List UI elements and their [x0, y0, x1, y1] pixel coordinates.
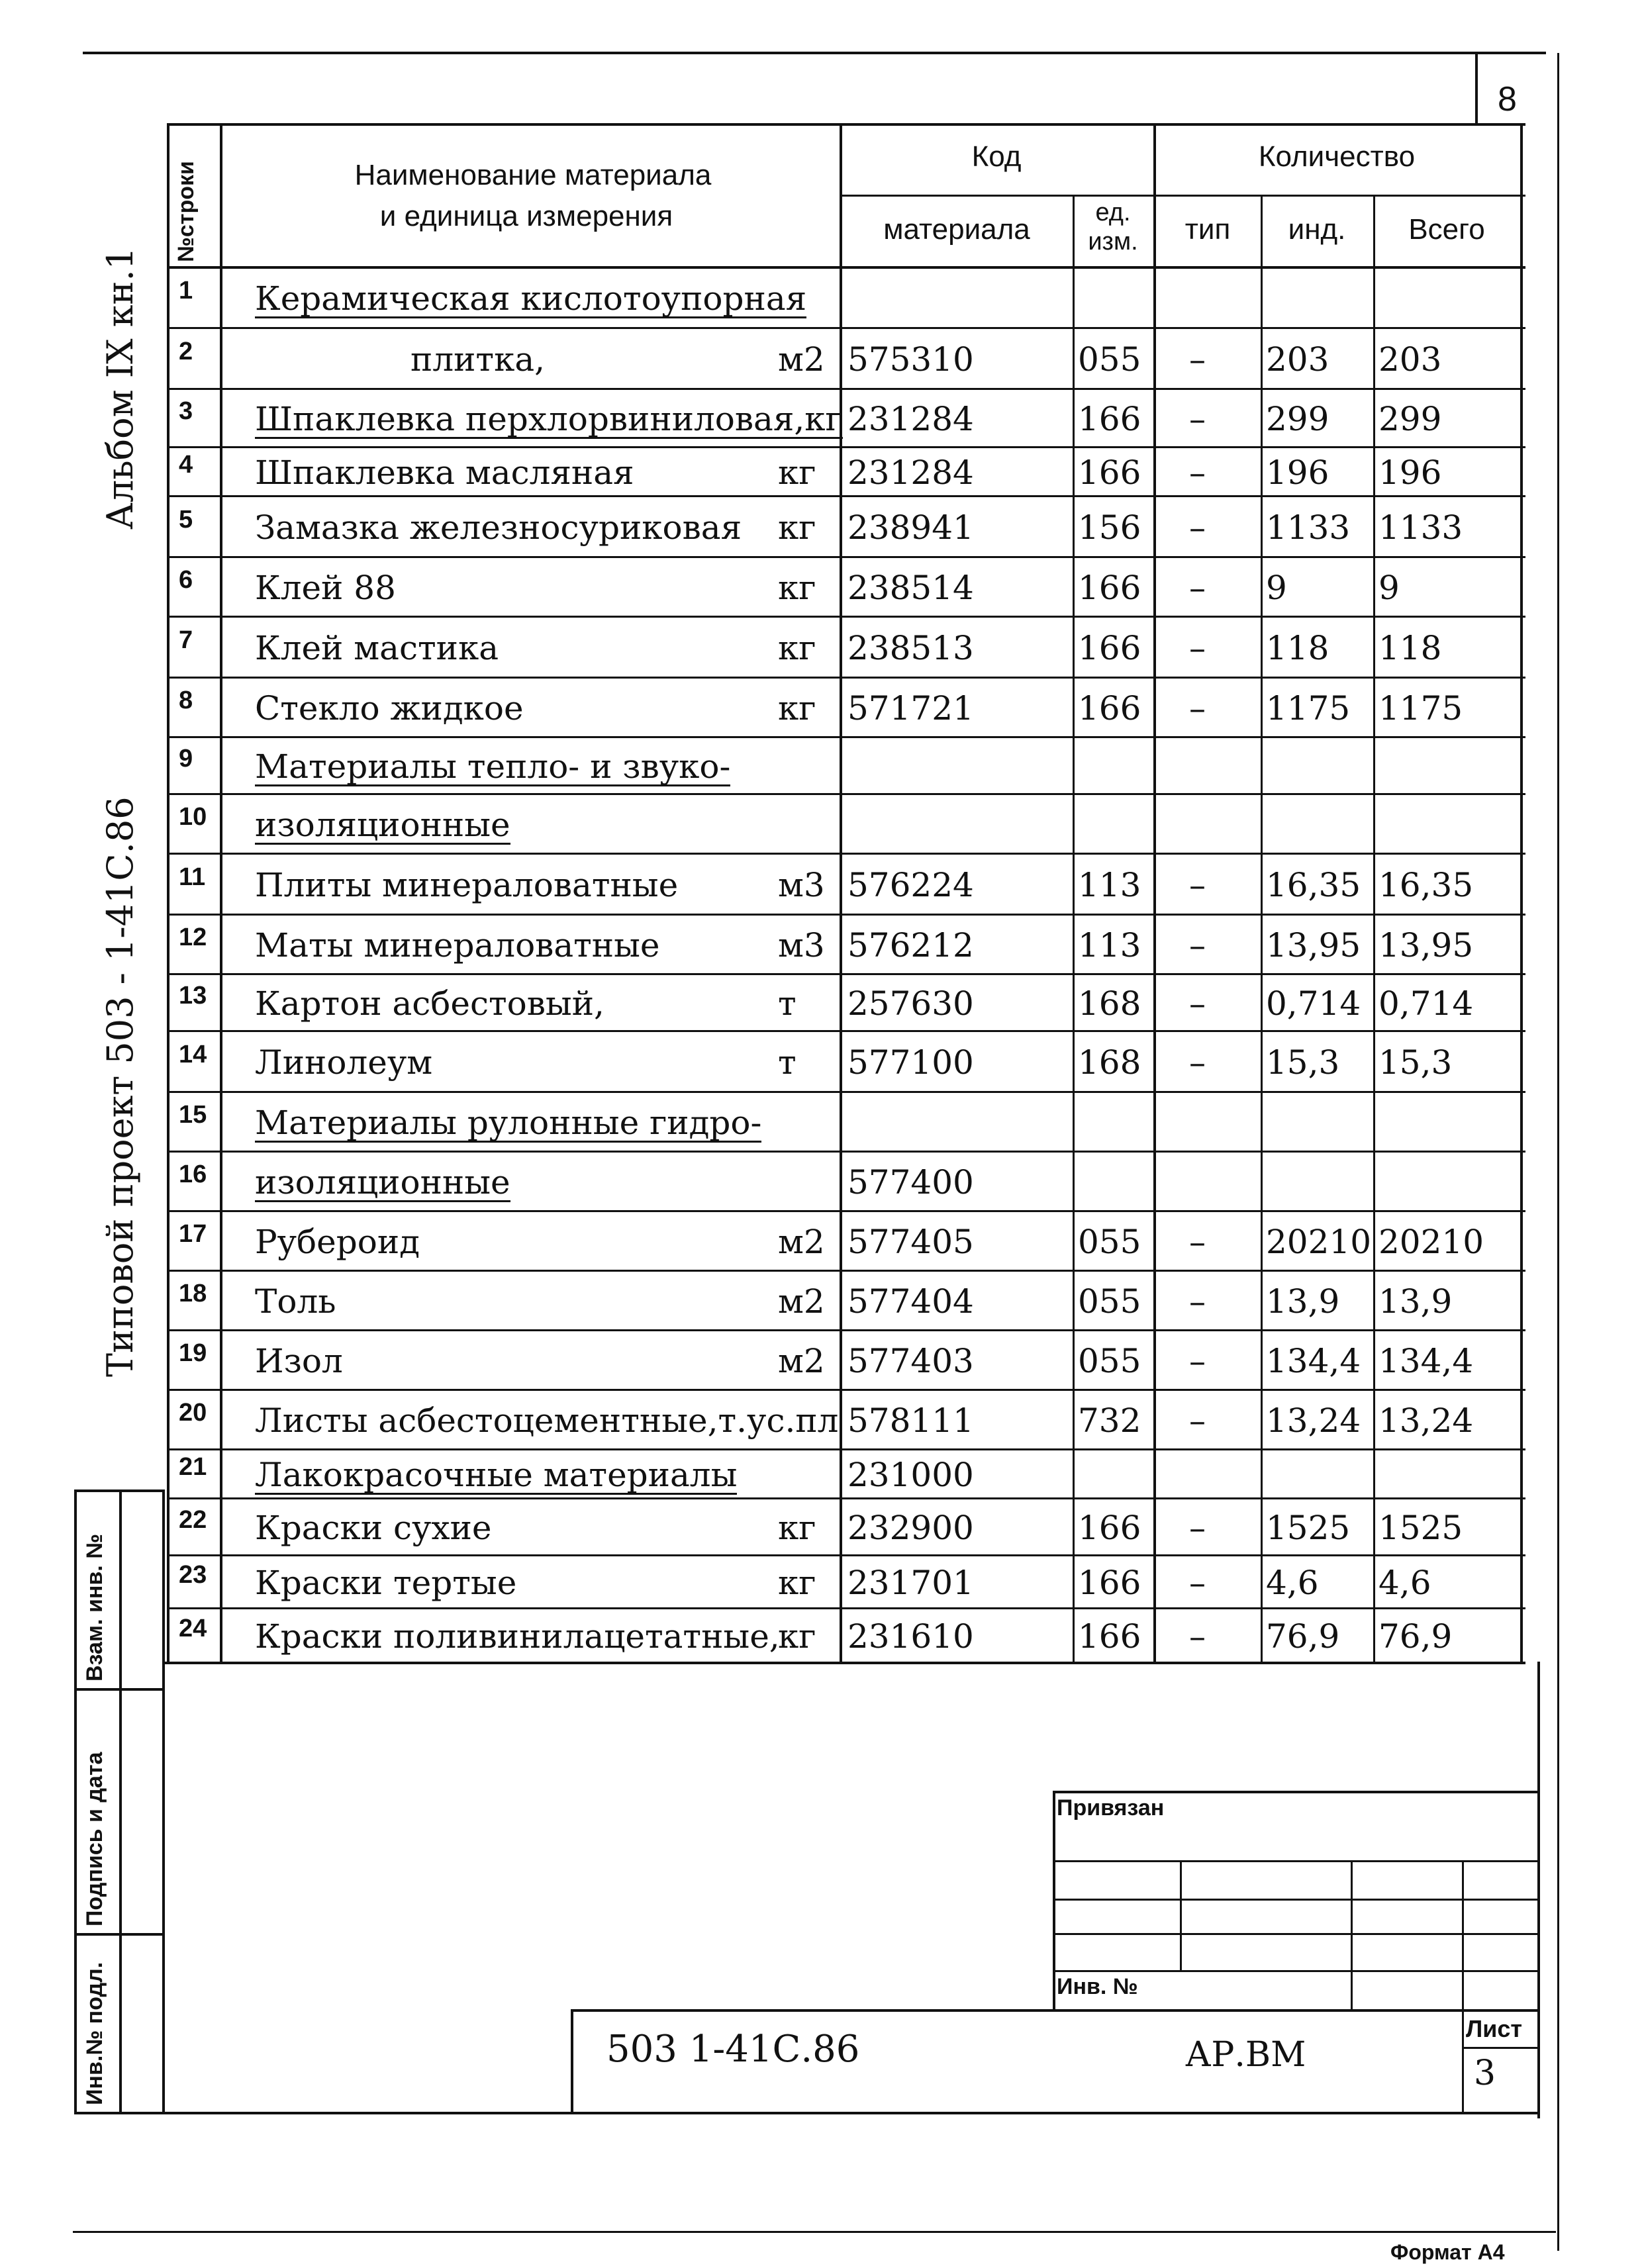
qty-total: 76,9: [1378, 1617, 1453, 1656]
material-name: Лакокрасочные материалы: [255, 1456, 738, 1494]
material-code: 577404: [847, 1282, 974, 1321]
qty-type: –: [1189, 400, 1206, 438]
privyazan-label: Привязан: [1057, 1795, 1165, 1820]
material-code: 577100: [847, 1043, 974, 1082]
album-caption: Альбом IX кн.1: [99, 247, 141, 530]
qty-individual: 1525: [1266, 1509, 1351, 1547]
material-code: 231610: [847, 1617, 974, 1656]
unit-code: 166: [1078, 400, 1141, 438]
unit-of-measure: т: [778, 984, 797, 1023]
qty-type: –: [1189, 689, 1206, 728]
qty-type: –: [1189, 1342, 1206, 1380]
qty-total: 203: [1378, 340, 1442, 379]
qty-total: 16,35: [1378, 866, 1474, 904]
unit-of-measure: кг: [778, 1617, 816, 1656]
qty-individual: 134,4: [1266, 1342, 1361, 1380]
material-code: 232900: [847, 1509, 974, 1547]
qty-individual: 76,9: [1266, 1617, 1340, 1656]
header-code: Код: [971, 140, 1022, 173]
sheet-corner-number: 8: [1498, 80, 1517, 118]
row-number: 2: [179, 338, 193, 365]
material-name: Изол: [255, 1342, 343, 1380]
qty-individual: 4,6: [1266, 1564, 1319, 1602]
row-number: 6: [179, 566, 193, 594]
qty-individual: 15,3: [1266, 1043, 1340, 1082]
unit-code: 168: [1078, 1043, 1141, 1082]
unit-code: 166: [1078, 569, 1141, 607]
qty-individual: 13,95: [1266, 926, 1361, 965]
material-code: 577405: [847, 1223, 974, 1261]
qty-type: –: [1189, 569, 1206, 607]
qty-type: –: [1189, 1617, 1206, 1656]
row-number: 23: [179, 1561, 207, 1589]
header-name-line2: и единица измерения: [379, 200, 673, 232]
sheet-number: 3: [1474, 2054, 1496, 2093]
qty-type: –: [1189, 984, 1206, 1023]
qty-total: 15,3: [1378, 1043, 1453, 1082]
qty-individual: 9: [1266, 569, 1287, 607]
unit-of-measure: кг: [778, 453, 816, 492]
qty-total: 13,95: [1378, 926, 1474, 965]
header-code-unit-l1: ед.: [1095, 199, 1131, 226]
material-name: Шпаклевка перхлорвиниловая,кг: [255, 400, 843, 438]
qty-type: –: [1189, 340, 1206, 379]
unit-code: 055: [1078, 340, 1141, 379]
qty-type: –: [1189, 1401, 1206, 1440]
material-code: 231000: [847, 1456, 974, 1494]
unit-of-measure: м2: [778, 1282, 825, 1321]
material-code: 238941: [847, 508, 974, 547]
doc-mark: АР.ВМ: [1185, 2035, 1306, 2075]
material-name: изоляционные: [255, 1163, 510, 1202]
unit-of-measure: м3: [778, 866, 825, 904]
qty-individual: 118: [1266, 629, 1329, 667]
bottom-frame-left: [162, 1662, 165, 2112]
qty-total: 134,4: [1378, 1342, 1474, 1380]
row-number: 18: [179, 1280, 207, 1307]
unit-code: 166: [1078, 689, 1141, 728]
material-name: Стекло жидкое: [255, 689, 524, 728]
row-number: 14: [179, 1041, 207, 1068]
qty-type: –: [1189, 1043, 1206, 1082]
material-code: 575310: [847, 340, 974, 379]
unit-of-measure: м3: [778, 926, 825, 965]
header-name-line1: Наименование материала: [354, 159, 712, 191]
unit-code: 113: [1078, 866, 1141, 904]
qty-individual: 196: [1266, 453, 1329, 492]
qty-type: –: [1189, 866, 1206, 904]
row-number: 10: [179, 803, 207, 831]
header-quantity: Количество: [1258, 140, 1416, 173]
right-border-line: [1557, 53, 1559, 2251]
row-number: 15: [179, 1101, 207, 1129]
qty-total: 299: [1378, 400, 1442, 438]
material-name: плитка,: [410, 340, 546, 379]
bottom-rule: [73, 2231, 1556, 2233]
material-name: Керамическая кислотоупорная: [255, 279, 807, 318]
row-number: 7: [179, 626, 193, 654]
row-number: 12: [179, 923, 207, 951]
qty-total: 20210: [1378, 1223, 1484, 1261]
header-qty-ind: инд.: [1288, 213, 1346, 246]
stamp-inv-original: Инв.№ подл.: [82, 1961, 107, 2105]
header-qty-type: тип: [1184, 213, 1231, 246]
material-name: Плиты минераловатные: [255, 866, 679, 904]
qty-type: –: [1189, 1564, 1206, 1602]
bottom-frame-line: [162, 2112, 1540, 2114]
material-code: 578111: [847, 1401, 974, 1440]
material-name: Картон асбестовый,: [255, 984, 604, 1023]
row-number: 13: [179, 982, 207, 1010]
unit-of-measure: кг: [778, 1564, 816, 1602]
material-name: Краски тертые: [255, 1564, 517, 1602]
unit-code: 166: [1078, 1617, 1141, 1656]
qty-type: –: [1189, 1223, 1206, 1261]
qty-type: –: [1189, 1282, 1206, 1321]
qty-individual: 16,35: [1266, 866, 1361, 904]
row-number: 19: [179, 1339, 207, 1367]
material-code: 576224: [847, 866, 974, 904]
unit-code: 168: [1078, 984, 1141, 1023]
row-number: 3: [179, 397, 193, 425]
top-border-line: [83, 52, 1546, 54]
unit-of-measure: кг: [778, 569, 816, 607]
qty-individual: 13,9: [1266, 1282, 1340, 1321]
qty-type: –: [1189, 926, 1206, 965]
header-code-material: материала: [883, 213, 1030, 246]
row-number: 20: [179, 1399, 207, 1427]
row-number: 24: [179, 1615, 207, 1642]
unit-of-measure: кг: [778, 689, 816, 728]
qty-type: –: [1189, 629, 1206, 667]
material-name: Замазка железносуриковая: [255, 508, 742, 547]
qty-total: 196: [1378, 453, 1442, 492]
bottom-frame-right: [1537, 1662, 1540, 2118]
qty-individual: 20210: [1266, 1223, 1372, 1261]
unit-of-measure: кг: [778, 1509, 816, 1547]
material-code: 238514: [847, 569, 974, 607]
material-name: Маты минераловатные: [255, 926, 660, 965]
material-name: Листы асбестоцементные,т.ус.пл: [255, 1401, 839, 1440]
material-name: Клей 88: [255, 569, 396, 607]
inv-no-label: Инв. №: [1057, 1974, 1138, 1999]
material-code: 231284: [847, 400, 974, 438]
material-name: изоляционные: [255, 806, 510, 844]
unit-of-measure: м2: [778, 1342, 825, 1380]
material-name: Материалы тепло- и звуко-: [255, 747, 731, 786]
unit-code: 055: [1078, 1342, 1141, 1380]
unit-of-measure: т: [778, 1043, 797, 1082]
material-code: 231284: [847, 453, 974, 492]
material-name: Материалы рулонные гидро-: [255, 1104, 762, 1142]
row-number: 8: [179, 686, 193, 714]
unit-of-measure: м2: [778, 1223, 825, 1261]
sheet-label: Лист: [1466, 2015, 1523, 2042]
qty-individual: 203: [1266, 340, 1329, 379]
qty-total: 9: [1378, 569, 1400, 607]
header-qty-total: Всего: [1408, 213, 1485, 246]
qty-total: 0,714: [1378, 984, 1474, 1023]
unit-code: 166: [1078, 1509, 1141, 1547]
qty-total: 118: [1378, 629, 1442, 667]
qty-total: 1133: [1378, 508, 1463, 547]
material-code: 231701: [847, 1564, 974, 1602]
qty-total: 1175: [1378, 689, 1463, 728]
unit-code: 055: [1078, 1223, 1141, 1261]
row-number: 21: [179, 1453, 207, 1481]
unit-code: 156: [1078, 508, 1141, 547]
unit-code: 732: [1078, 1401, 1141, 1440]
row-number: 1: [179, 277, 193, 305]
qty-individual: 13,24: [1266, 1401, 1361, 1440]
qty-total: 1525: [1378, 1509, 1463, 1547]
unit-code: 166: [1078, 453, 1141, 492]
unit-code: 055: [1078, 1282, 1141, 1321]
header-code-unit-l2: изм.: [1088, 228, 1138, 256]
material-code: 238513: [847, 629, 974, 667]
stamp-signature-date: Подпись и дата: [82, 1752, 107, 1926]
qty-type: –: [1189, 1509, 1206, 1547]
material-code: 571721: [847, 689, 974, 728]
material-name: Краски поливинилацетатные,: [255, 1617, 780, 1656]
row-number: 4: [179, 451, 193, 479]
qty-individual: 1133: [1266, 508, 1351, 547]
unit-code: 113: [1078, 926, 1141, 965]
unit-of-measure: кг: [778, 508, 816, 547]
material-name: Краски сухие: [255, 1509, 492, 1547]
qty-individual: 299: [1266, 400, 1329, 438]
stamp-replace-inv: Взам. инв. №: [82, 1533, 107, 1681]
qty-total: 13,24: [1378, 1401, 1474, 1440]
header-row-no: №строки: [173, 161, 199, 262]
qty-type: –: [1189, 453, 1206, 492]
row-number: 22: [179, 1506, 207, 1534]
unit-code: 166: [1078, 1564, 1141, 1602]
row-number: 16: [179, 1160, 207, 1188]
material-code: 577403: [847, 1342, 974, 1380]
material-code: 576212: [847, 926, 974, 965]
material-name: Клей мастика: [255, 629, 499, 667]
material-name: Рубероид: [255, 1223, 420, 1261]
material-name: Шпаклевка масляная: [255, 453, 634, 492]
row-number: 9: [179, 745, 193, 773]
row-number: 17: [179, 1220, 207, 1248]
qty-total: 13,9: [1378, 1282, 1453, 1321]
material-code: 577400: [847, 1163, 974, 1202]
qty-total: 4,6: [1378, 1564, 1431, 1602]
qty-type: –: [1189, 508, 1206, 547]
doc-code: 503 1-41С.86: [606, 2028, 860, 2071]
row-number: 11: [179, 863, 206, 891]
row-number: 5: [179, 506, 193, 534]
format-label: Формат А4: [1390, 2240, 1505, 2264]
corner-box-left-line: [1475, 52, 1478, 123]
material-name: Толь: [255, 1282, 336, 1321]
unit-code: 166: [1078, 629, 1141, 667]
unit-of-measure: м2: [778, 340, 825, 379]
unit-of-measure: кг: [778, 629, 816, 667]
qty-individual: 1175: [1266, 689, 1351, 728]
qty-individual: 0,714: [1266, 984, 1361, 1023]
material-name: Линолеум: [255, 1043, 433, 1082]
project-caption: Типовой проект 503 - 1-41С.86: [99, 796, 141, 1377]
material-code: 257630: [847, 984, 974, 1023]
